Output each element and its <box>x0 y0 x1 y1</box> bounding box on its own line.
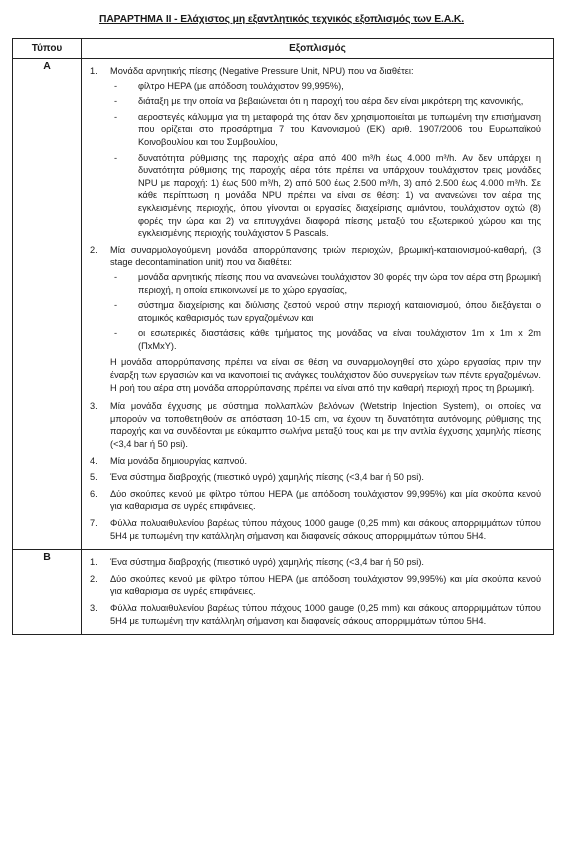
sub-item-list <box>110 80 541 240</box>
item-number: 7. <box>90 518 98 528</box>
equipment-table <box>12 38 554 635</box>
item-text: Ένα σύστημα διαβροχής (πιεστικό υγρό) χαμηλής πίεσης (<3,4 bar ή 50 psi). <box>110 472 424 483</box>
dash-bullet-icon: - <box>114 300 118 311</box>
table-row <box>13 59 554 550</box>
item-number: 2. <box>90 573 98 584</box>
item-text: Δύο σκούπες κενού με φίλτρο τύπου HEPA (με απόδοση τουλάχιστον 99,995%) και μία σκούπα κενού για καθαρισμα σε υγρές επιφάνειες. <box>110 488 541 512</box>
equipment-item <box>90 602 541 627</box>
equipment-item <box>90 244 541 353</box>
item-number: 2. <box>90 244 98 255</box>
sub-item <box>110 95 541 108</box>
sub-item-text: διάταξη με την οποία να βεβαιώνεται ότι η παροχή του αέρα δεν είναι μικρότερη της κανονικής, <box>138 96 524 107</box>
equipment-item <box>90 573 541 598</box>
dash-bullet-icon: - <box>114 80 118 91</box>
item-number: 6. <box>90 488 98 499</box>
item-text: Μονάδα αρνητικής πίεσης (Negative Pressure Unit, NPU) που να διαθέτει: <box>110 66 414 76</box>
item-number: 5. <box>90 472 98 483</box>
equipment-list <box>90 556 541 627</box>
item-text: Μία μονάδα έγχυσης με σύστημα πολλαπλών βελόνων (Wetstrip Injection System), οι οποίες να μπορούν να τοποθετηθούν σε απόσταση 10-15 cm, να έχουν τη δυνατότητα αυτόνομης ρύθμισης της παροχής και να συνδέονται με εύκαμπτο σωλήνα μεταξύ τους και με την αντλία έγχυσης χαμηλής πίεσης (<3,4 bar ή 50 psi). <box>110 401 541 450</box>
equipment-item <box>90 488 541 513</box>
sub-item <box>110 271 541 296</box>
equipment-list <box>90 65 541 542</box>
sub-item <box>110 152 541 240</box>
equipment-item <box>90 517 541 542</box>
sub-item-text: σύστημα διαχείρισης και διύλισης ζεστού νερού στην περιοχή καταιονισμού, όπου διεξάγεται ο ατομικός καθαρισμός των εργαζομένων και <box>138 300 541 323</box>
equipment-item <box>90 455 541 468</box>
equipment-column-header: Εξοπλισμός <box>82 39 554 59</box>
type-column-header: Τύπου <box>13 39 82 59</box>
sub-item-text: οι εσωτερικές διαστάσεις κάθε τμήματος της μονάδας να είναι τουλάχιστον 1m x 1m x 2m (ΠxΜxΥ). <box>138 328 541 351</box>
item-number: 3. <box>90 602 98 613</box>
sub-item-text: μονάδα αρνητικής πίεσης που να ανανεώνει τουλάχιστον 30 φορές την ώρα τον αέρα στη βρωμική περιοχή, η οποία επικοινωνεί με το χώρο εργασίας, <box>138 271 541 295</box>
item-number: 1. <box>90 557 98 568</box>
item-number: 3. <box>90 401 98 412</box>
sub-item <box>110 327 541 352</box>
table-header-row <box>13 39 554 59</box>
item-text: Φύλλα πολυαιθυλενίου βαρέως τύπου πάχους 1000 gauge (0,25 mm) και σάκους απορριμμάτων τύπου 5H4 με τυπωμένη την κατάλληλη σήμανση και διαφανείς σάκους απορριμμάτων τύπου 5H4. <box>110 518 541 541</box>
equipment-item <box>90 65 541 240</box>
equipment-cell <box>82 550 554 635</box>
type-cell: A <box>13 59 82 550</box>
sub-item-list <box>110 271 541 353</box>
sub-item-text: αεροστεγές κάλυμμα για τη μεταφορά της όταν δεν χρησιμοποιείται με τυπωμένη την επισήμανση που ορίζεται στο προσάρτημα 7 του Κανονισμού (ΕΚ) αριθ. 1907/2006 του Ευρωπαϊκού Κοινοβουλίου και του Συμβουλίου, <box>138 111 541 147</box>
sub-item <box>110 299 541 324</box>
item-text: Μία συναρμολογούμενη μονάδα απορρύπανσης τριών περιοχών, βρωμική-καταιονισμού-καθαρή, (3 stage decontamination unit) που να διαθέτει: <box>110 244 541 268</box>
dash-bullet-icon: - <box>114 271 118 282</box>
dash-bullet-icon: - <box>114 152 118 163</box>
equipment-item <box>90 556 541 569</box>
equipment-cell <box>82 59 554 550</box>
table-row <box>13 550 554 635</box>
equipment-item <box>90 400 541 450</box>
equipment-item <box>90 471 541 484</box>
item-text: Φύλλα πολυαιθυλενίου βαρέως τύπου πάχους 1000 gauge (0,25 mm) και σάκους απορριμμάτων τύπου 5H4 με τυπωμένη την κατάλληλη σήμανση και διαφανείς σάκους απορριμμάτων τύπου 5H4. <box>110 602 541 626</box>
sub-item-text: φίλτρο HEPA (με απόδοση τουλάχιστον 99,995%), <box>138 80 344 91</box>
page-title: ΠΑΡΑΡΤΗΜΑ ΙΙ - Ελάχιστος μη εξαντλητικός τεχνικός εξοπλισμός των Ε.Α.Κ. <box>98 14 465 25</box>
dash-bullet-icon: - <box>114 111 118 122</box>
item-text: Μία μονάδα δημιουργίας καπνού. <box>110 455 248 466</box>
sub-item <box>110 80 541 93</box>
sub-item-text: δυνατότητα ρύθμισης της παροχής αέρα από 400 m³/h έως 4.000 m³/h. Αν δεν υπάρχει η δυνατότητα ρύθμισης της παροχής αέρα τότε πρέπει να υπάρχουν τουλάχιστον τρεις μονάδες NPU με παροχή: 1) έως 500 m³/h, 2) από 500 έως 2.500 m³/h, 3) από 2.500 έως 4.000 m³/h. Σε κάθε περίπτωση η μονάδα NPU πρέπει να είναι σε θέση: 1) να ανανεώνει τον αέρα της εγκλεισμένης περιοχής, όπου γίνονται οι εργασίες διαχείρισης αμιάντου, τουλάχιστον οχτώ (8) φορές την ώρα και 2) να επιτυγχάνει διαφορά πίεσης μεταξύ του εξωτερικού χώρου και της εγκλεισμένης περιοχής τουλάχιστον 5 Pascals. <box>138 152 541 239</box>
item-note: Η μονάδα απορρύπανσης πρέπει να είναι σε θέση να συναρμολογηθεί στο χώρο εργασίας πριν την έναρξη των εργασιών και να ικανοποιεί τις ανάγκες τουλάχιστον δύο συνεργείων των πέντε εργαζομένων. Η ροή του αέρα στη μονάδα απορρύπανσης πρέπει να είναι από την καθαρή περιοχή προς τη βρωμική. <box>110 357 541 393</box>
type-cell: B <box>13 550 82 635</box>
dash-bullet-icon: - <box>114 328 118 339</box>
item-number: 1. <box>90 66 98 76</box>
sub-item <box>110 111 541 149</box>
dash-bullet-icon: - <box>114 96 118 107</box>
item-text: Δύο σκούπες κενού με φίλτρο τύπου HEPA (με απόδοση τουλάχιστον 99,995%) και μία σκούπα κενού για καθαρισμα σε υγρές επιφάνειες. <box>110 573 541 597</box>
item-text: Ένα σύστημα διαβροχής (πιεστικό υγρό) χαμηλής πίεσης (<3,4 bar ή 50 psi). <box>110 557 424 568</box>
item-number: 4. <box>90 455 98 466</box>
